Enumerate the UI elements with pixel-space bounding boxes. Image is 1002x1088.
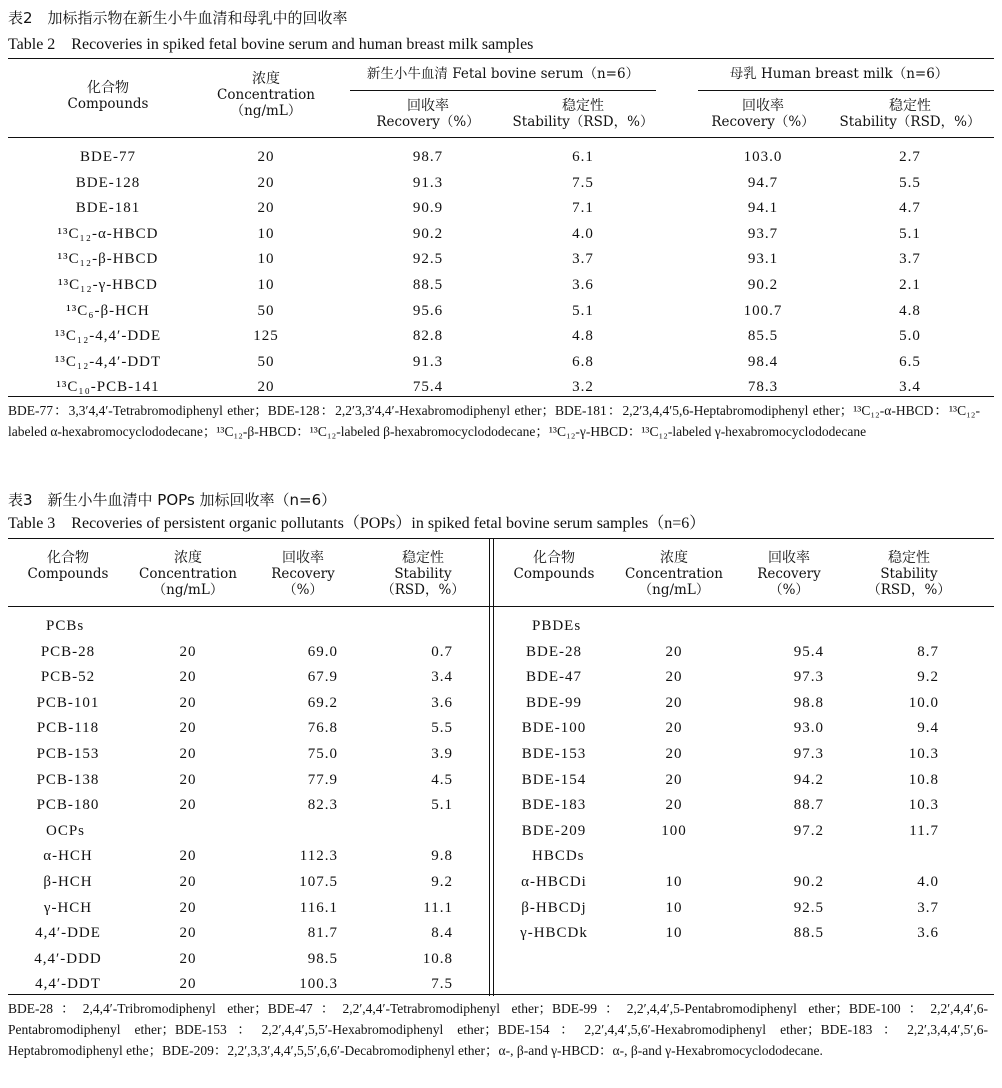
table3-left-cell-stability: 3.6	[431, 694, 453, 711]
table3-left-cell-recovery: 77.9	[307, 771, 338, 788]
table3-left-cell-concentration: 20	[179, 694, 197, 711]
table3-right-cell-stability: 9.2	[917, 669, 939, 686]
table3-right-header-compounds-line: Compounds	[513, 566, 595, 582]
table2-cell-hbm-recovery: 98.4	[747, 353, 779, 370]
table3-left-header-recovery-line: （%）	[283, 582, 323, 598]
table3-footnote: BDE-28：2,4,4′-Tribromodiphenyl ether；BDE-47：2,2′,4,4′-Tetrabromodiphenyl ether；BDE-99：2,2′,4,4′,5-Pentabromodiphenyl ether；BDE-100：2,2′,4,4′,6-Pentabromodiphenyl ether；BDE-153：2,2′,4,4′,5,5′-Hexabromodiphenyl ether；BDE-154：2,2′,4,4′,5,6′-Hexabromodiphenyl ether；BDE-183：2,2′,3,4,4′,5′,6-Heptabromodiphenyl ethe；BDE-209：2,2′,3,3′,4,4′,5,5′,6,6′-Decabromodiphenyl ether；α-, β-and γ-HBCD：α-, β-and γ-Hexabromocyclododecane.	[8, 1001, 988, 1058]
table3-left-header-concentration-line: Concentration	[139, 566, 237, 582]
table3-left-cell-concentration: 20	[179, 925, 197, 942]
table2-header-concentration: 浓度 Concentration （ng/mL）	[217, 71, 315, 119]
table3-right-cell-compound: α-HBCDi	[521, 874, 587, 890]
table3-right-cell-stability: 3.6	[917, 925, 939, 942]
table2-header-fbs-group: 新生小牛血清 Fetal bovine serum（n=6）	[366, 66, 640, 82]
table3-right-cell-recovery: 97.3	[793, 669, 824, 686]
table2-cell-compound: ¹³C₁₂-γ-HBCD	[58, 277, 158, 293]
table3-caption-cn: 表3 新生小牛血清中 POPs 加标回收率（n=6）	[8, 491, 337, 509]
table2-header-compounds: 化合物 Compounds	[67, 80, 149, 112]
table2-cell-hbm-recovery: 93.1	[747, 251, 779, 268]
table3-right-cell-recovery: 88.5	[793, 925, 824, 942]
table3-left-cell-compound: PCB-101	[36, 694, 100, 711]
table2-cell-hbm-stability: 2.7	[899, 149, 921, 165]
table3-right-cell-stability: 11.7	[909, 822, 939, 839]
table2-cell-fbs-recovery: 98.7	[412, 149, 444, 165]
table3-left-header-concentration-line: （ng/mL）	[152, 582, 224, 598]
table2-cell-compound: ¹³C₁₂-4,4′-DDE	[54, 328, 162, 345]
table2-cell-fbs-recovery: 95.6	[412, 302, 444, 319]
table3-right-cell-concentration: 20	[665, 720, 683, 737]
table2-cell-concentration: 20	[257, 174, 275, 191]
table2-header-fbs-stability: 稳定性 Stability（RSD，%）	[512, 98, 654, 130]
table3-right-cell-concentration: 20	[665, 746, 683, 762]
table2-cell-hbm-stability: 6.5	[899, 353, 921, 370]
table2-cell-concentration: 20	[257, 149, 275, 165]
table3-left-header-concentration	[128, 550, 248, 598]
table2-group-rule-hbm	[698, 90, 994, 91]
table2	[8, 58, 994, 398]
table3-bottom-rule	[8, 994, 994, 995]
table2-cell-compound: BDE-181	[75, 200, 141, 217]
table3-right-cell-concentration: 10	[665, 874, 683, 890]
table3-left-cell-concentration: 20	[179, 899, 197, 916]
table2-cell-hbm-stability: 5.0	[899, 328, 921, 345]
table3-left-cell-concentration: 20	[179, 950, 197, 967]
table3-left-cell-concentration: 20	[179, 669, 197, 686]
table3-right-cell-recovery: 90.2	[793, 874, 824, 890]
table3-left-cell-stability: 5.1	[431, 797, 453, 814]
table3-top-rule	[8, 538, 994, 539]
table3-right-cell-compound: γ-HBCDk	[520, 925, 588, 942]
table3-left-cell-recovery: 116.1	[299, 899, 338, 916]
table2-cell-concentration: 125	[253, 328, 279, 345]
table3-right-cell-recovery: 97.2	[793, 822, 824, 839]
table2-caption-en: Table 2 Recoveries in spiked fetal bovine serum and human breast milk samples	[8, 36, 534, 53]
table2-bottom-rule	[8, 396, 994, 397]
table2-cell-hbm-recovery: 93.7	[747, 225, 779, 242]
table3-right-header-concentration	[614, 550, 734, 598]
table3-left-cell-stability: 11.1	[423, 899, 453, 916]
table3-right-cell-compound: β-HBCDj	[521, 899, 587, 916]
table2-cell-hbm-stability: 4.8	[899, 302, 921, 319]
table2-header-hbm-stability: 稳定性 Stability（RSD，%）	[839, 98, 981, 130]
table2-header-hbm-recovery: 回收率 Recovery（%）	[711, 98, 815, 130]
table3-right-cell-stability: 10.3	[908, 746, 939, 762]
table3-right-header-compounds	[504, 550, 604, 582]
table2-cell-fbs-stability: 6.8	[572, 353, 594, 370]
table3-left-cell-compound: 4,4′-DDT	[35, 976, 101, 993]
table3-left-header-stability-line: 稳定性	[402, 550, 444, 566]
table3-right-header-concentration-line: （ng/mL）	[638, 582, 710, 598]
table2-cell-fbs-recovery: 90.2	[412, 225, 444, 242]
table2-cell-fbs-stability: 5.1	[572, 302, 594, 319]
table3-left-header-compounds	[18, 550, 118, 582]
table3-left-cell-recovery: 69.2	[307, 694, 338, 711]
table3-right-group-label: PBDEs	[532, 618, 582, 634]
table3-right-cell-concentration: 20	[665, 643, 683, 660]
table3-right-cell-stability: 8.7	[917, 643, 939, 660]
table2-header-hbm-group: 母乳 Human breast milk（n=6）	[729, 66, 949, 82]
table3-left-cell-concentration: 20	[179, 848, 197, 865]
table2-cell-hbm-recovery: 85.5	[747, 328, 779, 345]
table3-left-cell-compound: γ-HCH	[43, 899, 93, 916]
table3-left-header-stability	[358, 550, 488, 598]
table3-left-cell-concentration: 20	[179, 874, 197, 890]
table3	[8, 538, 994, 996]
table2-cell-concentration: 10	[257, 277, 275, 293]
table3-left-cell-stability: 7.5	[431, 976, 453, 993]
table3-right-header-recovery-line: 回收率	[768, 550, 810, 566]
table3-right-cell-stability: 10.0	[908, 694, 939, 711]
table2-cell-hbm-recovery: 78.3	[747, 379, 779, 396]
table3-left-cell-concentration: 20	[179, 976, 197, 993]
table3-right-cell-concentration: 20	[665, 694, 683, 711]
table3-right-cell-recovery: 94.2	[793, 771, 824, 788]
table2-cell-fbs-stability: 3.7	[572, 251, 594, 268]
table3-right-cell-compound: BDE-183	[521, 797, 587, 814]
table2-cell-concentration: 10	[257, 251, 275, 268]
table3-left-header-concentration-line: 浓度	[174, 550, 202, 566]
table3-left-cell-compound: PCB-52	[40, 669, 96, 686]
table3-left-cell-compound: β-HCH	[43, 874, 93, 890]
table2-cell-hbm-stability: 2.1	[899, 277, 921, 293]
table3-right-cell-compound: BDE-153	[521, 746, 587, 762]
table2-cell-compound: BDE-128	[75, 174, 141, 191]
table2-cell-concentration: 20	[257, 200, 275, 217]
table3-left-header-recovery-line: Recovery	[271, 566, 335, 582]
table3-right-header-recovery	[734, 550, 844, 598]
table2-cell-fbs-recovery: 88.5	[412, 277, 444, 293]
table2-cell-fbs-stability: 4.8	[572, 328, 594, 345]
table2-cell-fbs-stability: 3.2	[572, 379, 594, 396]
table2-cell-compound: ¹³C₁₂-4,4′-DDT	[54, 353, 162, 370]
table3-right-cell-compound: BDE-154	[521, 771, 587, 788]
table3-right-group-label: HBCDs	[532, 848, 585, 865]
table3-right-cell-stability: 10.8	[908, 771, 939, 788]
table3-left-cell-compound: PCB-118	[36, 720, 100, 737]
table3-left-cell-recovery: 75.0	[307, 746, 338, 762]
table3-right-cell-recovery: 95.4	[793, 643, 824, 660]
table3-right-header-recovery-line: Recovery	[757, 566, 821, 582]
table3-right-cell-stability: 4.0	[917, 874, 939, 890]
table3-left-cell-recovery: 107.5	[299, 874, 338, 890]
table3-left-cell-stability: 0.7	[431, 643, 453, 660]
table2-cell-fbs-recovery: 90.9	[412, 200, 444, 217]
table3-right-cell-recovery: 88.7	[793, 797, 824, 814]
table3-left-header-compounds-line: Compounds	[27, 566, 109, 582]
table2-cell-hbm-recovery: 90.2	[747, 277, 779, 293]
table3-left-header-stability-line: （RSD，%）	[381, 582, 465, 598]
table3-right-cell-compound: BDE-100	[521, 720, 587, 737]
table2-cell-concentration: 10	[257, 225, 275, 242]
table3-left-cell-recovery: 67.9	[307, 669, 338, 686]
table3-right-cell-recovery: 97.3	[793, 746, 824, 762]
table3-right-cell-concentration: 100	[661, 822, 687, 839]
table2-cell-hbm-stability: 4.7	[899, 200, 921, 217]
table3-left-cell-recovery: 98.5	[307, 950, 338, 967]
table3-right-header-concentration-line: 浓度	[660, 550, 688, 566]
table2-top-rule	[8, 58, 994, 59]
table3-left-header-recovery	[248, 550, 358, 598]
table2-caption-cn: 表2 加标指示物在新生小牛血清和母乳中的回收率	[8, 9, 348, 27]
table2-cell-concentration: 50	[257, 353, 275, 370]
table3-left-header-compounds-line: 化合物	[47, 550, 89, 566]
table2-cell-hbm-stability: 5.1	[899, 225, 921, 242]
table3-right-header-concentration-line: Concentration	[625, 566, 723, 582]
table2-cell-fbs-recovery: 91.3	[412, 353, 444, 370]
table3-left-cell-stability: 5.5	[431, 720, 453, 737]
table3-right-cell-stability: 9.4	[917, 720, 939, 737]
table3-left-cell-stability: 9.8	[431, 848, 453, 865]
table3-header-rule	[8, 606, 994, 607]
table3-right-cell-concentration: 10	[665, 899, 683, 916]
table2-cell-hbm-stability: 3.4	[899, 379, 921, 396]
table2-cell-concentration: 20	[257, 379, 275, 396]
table2-cell-fbs-stability: 3.6	[572, 277, 594, 293]
table2-cell-compound: BDE-77	[80, 149, 136, 165]
table3-right-header-stability-line: Stability	[880, 566, 938, 582]
table3-right-cell-concentration: 10	[665, 925, 683, 942]
table3-left-cell-recovery: 81.7	[307, 925, 338, 942]
table3-right-header-compounds-line: 化合物	[533, 550, 575, 566]
table3-right-cell-concentration: 20	[665, 669, 683, 686]
table3-right-cell-compound: BDE-28	[526, 643, 582, 660]
table3-right-header-recovery-line: （%）	[769, 582, 809, 598]
table3-left-cell-recovery: 100.3	[299, 976, 338, 993]
table3-left-cell-concentration: 20	[179, 797, 197, 814]
table3-right-cell-compound: BDE-99	[526, 694, 582, 711]
table3-left-cell-concentration: 20	[179, 771, 197, 788]
table2-cell-compound: ¹³C₆-β-HCH	[66, 302, 150, 319]
table2-cell-hbm-recovery: 103.0	[743, 149, 783, 165]
table3-left-cell-recovery: 69.0	[307, 643, 338, 660]
table2-cell-hbm-recovery: 100.7	[743, 302, 783, 319]
table3-left-cell-stability: 3.9	[431, 746, 453, 762]
table2-cell-hbm-stability: 5.5	[899, 174, 921, 191]
table3-right-cell-stability: 10.3	[908, 797, 939, 814]
table2-cell-compound: ¹³C₁₀-PCB-141	[56, 379, 160, 396]
table2-group-rule-fbs	[350, 90, 656, 91]
table2-cell-fbs-stability: 7.1	[572, 200, 594, 217]
table3-right-cell-compound: BDE-209	[521, 822, 587, 839]
table2-cell-fbs-recovery: 92.5	[412, 251, 444, 268]
table3-left-cell-concentration: 20	[179, 720, 197, 737]
table3-left-cell-compound: PCB-28	[40, 643, 96, 660]
table3-left-cell-compound: 4,4′-DDE	[35, 925, 101, 942]
table2-cell-compound: ¹³C₁₂-α-HBCD	[57, 225, 159, 242]
table2-cell-fbs-stability: 4.0	[572, 225, 594, 242]
table3-left-cell-compound: PCB-180	[36, 797, 100, 814]
table3-left-cell-compound: α-HCH	[43, 848, 93, 865]
table3-right-cell-stability: 3.7	[917, 899, 939, 916]
table3-right-cell-recovery: 92.5	[793, 899, 824, 916]
table3-left-cell-compound: PCB-138	[36, 771, 100, 788]
table2-cell-hbm-recovery: 94.1	[747, 200, 779, 217]
table3-left-cell-recovery: 112.3	[299, 848, 338, 865]
table3-right-header-stability	[844, 550, 974, 598]
table3-right-cell-concentration: 20	[665, 797, 683, 814]
table3-left-cell-concentration: 20	[179, 643, 197, 660]
table3-left-cell-stability: 4.5	[431, 771, 453, 788]
table3-left-cell-recovery: 82.3	[307, 797, 338, 814]
table2-header-rule	[8, 137, 994, 138]
table2-cell-fbs-recovery: 82.8	[412, 328, 444, 345]
table3-caption-en: Table 3 Recoveries of persistent organic pollutants（POPs）in spiked fetal bovine serum samples（n=6）	[8, 515, 706, 532]
table2-footnote: BDE-77：3,3′4,4′-Tetrabromodiphenyl ether；BDE-128：2,2′3,3′4,4′-Hexabromodiphenyl ether；BDE-181：2,2′3,4,4′5,6-Heptabromodiphenyl ether；¹³C₁₂-α-HBCD：¹³C₁₂-labeled α-hexabromocyclododecane；¹³C₁₂-β-HBCD：¹³C₁₂-labeled β-hexabromocyclododecane；¹³C₁₂-γ-HBCD：¹³C₁₂-labeled γ-hexabromocyclododecane	[8, 403, 980, 439]
table3-left-header-recovery-line: 回收率	[282, 550, 324, 566]
table3-right-cell-recovery: 98.8	[793, 694, 824, 711]
table3-left-group-label: PCBs	[46, 618, 85, 634]
table2-header-fbs-recovery: 回收率 Recovery（%）	[376, 98, 480, 130]
table3-left-cell-stability: 10.8	[422, 950, 453, 967]
table3-left-group-label: OCPs	[46, 822, 86, 839]
table2-cell-fbs-recovery: 91.3	[412, 174, 444, 191]
table3-left-cell-stability: 3.4	[431, 669, 453, 686]
table3-right-cell-recovery: 93.0	[793, 720, 824, 737]
table2-cell-concentration: 50	[257, 302, 275, 319]
table3-left-cell-recovery: 76.8	[307, 720, 338, 737]
table3-right-header-stability-line: （RSD，%）	[867, 582, 951, 598]
table2-cell-fbs-recovery: 75.4	[412, 379, 444, 396]
table2-cell-hbm-stability: 3.7	[899, 251, 921, 268]
table3-left-cell-compound: 4,4′-DDD	[34, 950, 102, 967]
table3-left-cell-compound: PCB-153	[36, 746, 100, 762]
table2-cell-fbs-stability: 7.5	[572, 174, 594, 191]
table3-left-cell-concentration: 20	[179, 746, 197, 762]
table3-left-header-stability-line: Stability	[394, 566, 452, 582]
table2-cell-fbs-stability: 6.1	[572, 149, 594, 165]
table2-cell-hbm-recovery: 94.7	[747, 174, 779, 191]
table2-cell-compound: ¹³C₁₂-β-HBCD	[57, 251, 159, 268]
table3-right-cell-concentration: 20	[665, 771, 683, 788]
table3-left-cell-stability: 8.4	[431, 925, 453, 942]
table3-right-header-stability-line: 稳定性	[888, 550, 930, 566]
table3-left-cell-stability: 9.2	[431, 874, 453, 890]
table3-right-cell-compound: BDE-47	[526, 669, 582, 686]
